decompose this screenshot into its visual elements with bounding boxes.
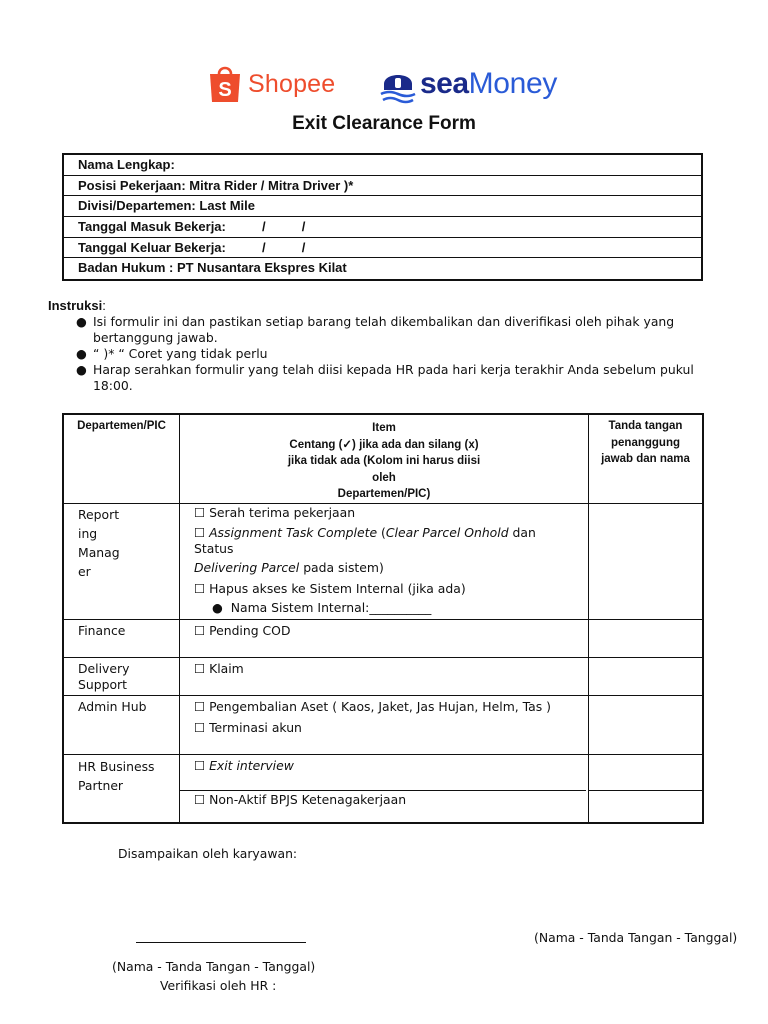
dept-finance: Finance	[78, 623, 126, 638]
checkbox-icon[interactable]: ☐	[194, 525, 206, 540]
checkbox-icon[interactable]: ☐	[194, 623, 206, 638]
item-claim[interactable]: ☐ Klaim	[194, 661, 244, 676]
checkbox-icon[interactable]: ☐	[194, 505, 206, 520]
form-title: Exit Clearance Form	[292, 113, 476, 134]
instruction-item: ● “ )* “ Coret yang tidak perlu	[76, 346, 268, 361]
item-internal-system-name[interactable]: ● Nama Sistem Internal:__________	[212, 600, 432, 615]
dept-delivery-support: Delivery Support	[78, 661, 130, 692]
item-delivering-parcel: Delivering Parcel pada sistem)	[194, 560, 384, 575]
seamoney-logo	[380, 64, 557, 104]
bullet-icon: ●	[76, 346, 87, 361]
checkbox-icon[interactable]: ☐	[194, 792, 206, 807]
info-row-exit-date[interactable]: Tanggal Keluar Bekerja: / /	[64, 238, 701, 259]
info-row-legal-entity: Badan Hukum : PT Nusantara Ekspres Kilat	[78, 260, 347, 276]
bullet-icon: ●	[212, 600, 223, 615]
employee-info-box	[62, 153, 703, 281]
dept-hr-business-partner: HR Business Partner	[78, 759, 155, 793]
item-handover[interactable]: ☐ Serah terima pekerjaan	[194, 505, 356, 520]
header-dept: Departemen/PIC	[77, 420, 166, 432]
item-account-termination[interactable]: ☐ Terminasi akun	[194, 720, 302, 735]
checkbox-icon[interactable]: ☐	[194, 581, 206, 596]
instructions-heading: Instruksi:	[48, 298, 106, 313]
instruction-item: ● Harap serahkan formulir yang telah diisi kepada HR pada hari kerja terakhir Anda sebelum pukul 18:00.	[76, 362, 694, 393]
shopee-wordmark: Shopee	[248, 69, 336, 98]
checkbox-icon[interactable]: ☐	[194, 661, 206, 676]
instructions-list	[76, 314, 716, 394]
signature-right-label: (Nama - Tanda Tangan - Tanggal)	[534, 930, 738, 945]
info-row-position[interactable]: Posisi Pekerjaan: Mitra Rider / Mitra Driver )*	[64, 176, 701, 197]
bullet-icon: ●	[76, 362, 87, 377]
dept-admin-hub: Admin Hub	[78, 699, 147, 714]
item-asset-return[interactable]: ☐ Pengembalian Aset ( Kaos, Jaket, Jas Hujan, Helm, Tas )	[194, 699, 551, 714]
seamoney-emblem-icon	[380, 64, 416, 104]
svg-text:S: S	[218, 79, 232, 101]
sea-wordmark: sea	[420, 67, 469, 100]
instruction-item: ● Isi formulir ini dan pastikan setiap barang telah dikembalikan dan diverifikasi oleh pihak yang bertanggung jawab.	[76, 314, 675, 345]
signature-line[interactable]	[136, 942, 306, 943]
checkbox-icon[interactable]: ☐	[194, 758, 206, 773]
item-bpjs-deactivation[interactable]: ☐ Non-Aktif BPJS Ketenagakerjaan	[194, 792, 407, 807]
submitted-by-label: Disampaikan oleh karyawan:	[118, 846, 298, 861]
clearance-table	[62, 413, 704, 824]
header-item: Item Centang (✓) jika ada dan silang (x) jika tidak ada (Kolom ini harus diisi oleh Departemen/PIC)	[287, 422, 481, 500]
item-remove-access[interactable]: ☐ Hapus akses ke Sistem Internal (jika ada)	[194, 581, 466, 596]
info-row-join-date[interactable]: Tanggal Masuk Bekerja: / /	[64, 217, 701, 238]
verified-by-hr-label: Verifikasi oleh HR :	[160, 978, 277, 993]
info-row-name[interactable]: Nama Lengkap:	[64, 155, 701, 176]
checkbox-icon[interactable]: ☐	[194, 699, 206, 714]
shopee-logo	[208, 64, 335, 104]
money-wordmark: Money	[468, 67, 558, 100]
logo-row	[0, 62, 768, 110]
header-signature: Tanda tangan penanggung jawab dan nama	[601, 420, 690, 465]
item-exit-interview[interactable]: ☐ Exit interview	[194, 758, 294, 773]
info-row-division[interactable]: Divisi/Departemen: Last Mile	[64, 196, 701, 217]
shopee-bag-icon	[208, 64, 242, 104]
item-pending-cod[interactable]: ☐ Pending COD	[194, 623, 291, 638]
signature-left-label: (Nama - Tanda Tangan - Tanggal)	[112, 959, 316, 974]
checkbox-icon[interactable]: ☐	[194, 720, 206, 735]
item-assignment-task[interactable]: ☐ Assignment Task Complete (Clear Parcel Onhold dan Status	[194, 525, 536, 556]
bullet-icon: ●	[76, 314, 87, 329]
dept-reporting-manager: Report ing Manag er	[78, 507, 120, 579]
